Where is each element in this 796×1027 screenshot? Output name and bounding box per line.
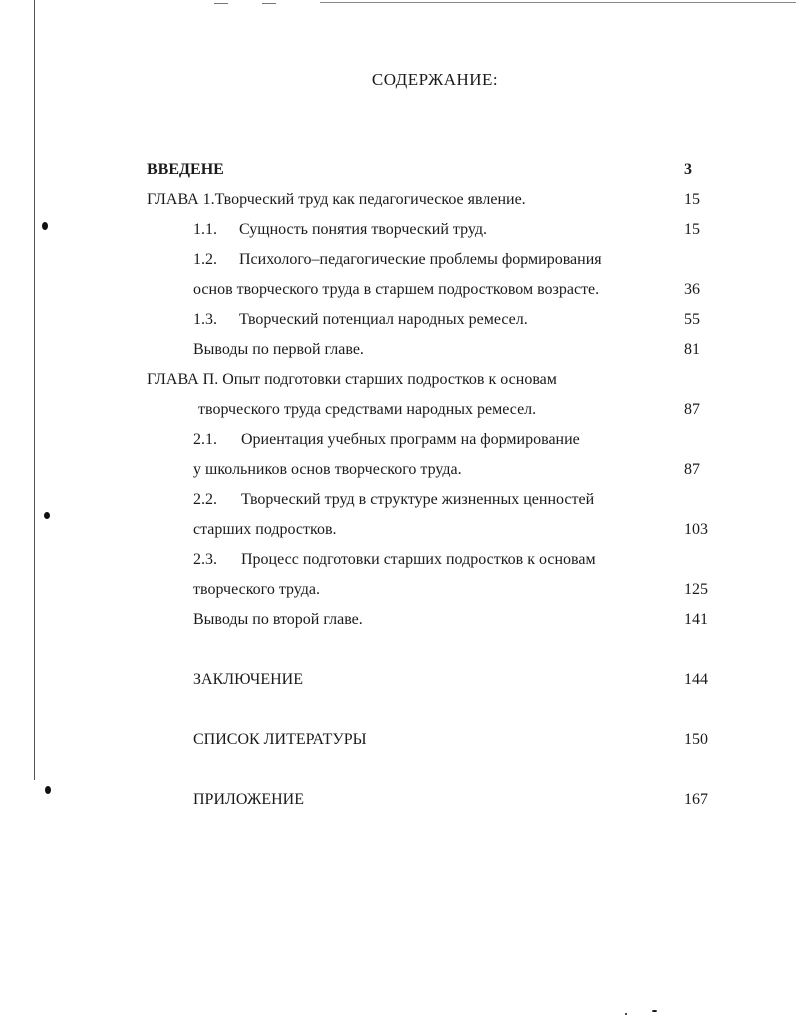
section-number: 2.1. (193, 431, 217, 448)
top-scan-dash (262, 3, 276, 4)
toc-entry-section-2-3 (193, 551, 596, 569)
section-number: 2.2. (193, 491, 217, 508)
toc-page-number: 36 (684, 281, 700, 298)
section-title: Творческий потенциал народных ремесел. (239, 311, 528, 328)
toc-page-number: 150 (684, 731, 708, 748)
scan-speck (652, 1010, 657, 1012)
toc-entry-section-1-3 (193, 311, 528, 329)
toc-page-number: 103 (684, 521, 708, 538)
toc-entry-introduction: ВВЕДЕНЕ (147, 161, 224, 178)
toc-page-number: 15 (684, 191, 700, 208)
section-title-continuation: основ творческого труда в старшем подростковом возрасте. (193, 281, 600, 298)
binder-hole-mark (44, 512, 50, 519)
section-number: 1.3. (193, 311, 217, 328)
toc-entry-section-1-2 (193, 251, 602, 269)
section-title: Психолого–педагогические проблемы формирования (239, 251, 602, 268)
section-title-continuation: у школьников основ творческого труда. (193, 461, 462, 478)
scan-speck (625, 1013, 627, 1015)
toc-page-number: 125 (684, 581, 708, 598)
toc-page-number: 144 (684, 671, 708, 688)
toc-page-number: 87 (684, 461, 700, 478)
toc-page-number: 81 (684, 341, 700, 358)
toc-entry-section-1-1 (193, 221, 487, 239)
page-title: СОДЕРЖАНИЕ: (371, 70, 499, 89)
section-title: Процесс подготовки старших подростков к основам (241, 551, 596, 568)
toc-page-number: 55 (684, 311, 700, 328)
top-scan-dash (214, 3, 228, 4)
section-title: Творческий труд в структуре жизненных ценностей (241, 491, 595, 508)
toc-page-number: 87 (684, 401, 700, 418)
toc-entry-appendix: ПРИЛОЖЕНИЕ (193, 791, 305, 808)
section-title-continuation: творческого труда. (193, 581, 321, 598)
toc-entry-chapter-1: ГЛАВА 1.Творческий труд как педагогическое явление. (147, 191, 526, 208)
toc-page-number: 167 (684, 791, 708, 808)
section-title-continuation: старших подростков. (193, 521, 337, 538)
toc-page-number: 141 (684, 611, 708, 628)
section-title: Сущность понятия творческий труд. (239, 221, 488, 238)
section-number: 1.1. (193, 221, 217, 238)
section-number: 1.2. (193, 251, 217, 268)
top-edge-rule (320, 2, 796, 3)
toc-entry-conclusions-1: Выводы по первой главе. (193, 341, 364, 358)
binder-hole-mark (45, 786, 51, 794)
section-title: Ориентация учебных программ на формирование (241, 431, 580, 448)
toc-entry-section-2-2 (193, 491, 594, 509)
toc-page-number: 3 (684, 161, 692, 178)
toc-entry-references: СПИСОК ЛИТЕРАТУРЫ (193, 731, 367, 748)
toc-page-number: 15 (684, 221, 700, 238)
toc-entry-chapter-2: ГЛАВА П. Опыт подготовки старших подростков к основам (147, 371, 557, 388)
toc-entry-section-2-1 (193, 431, 580, 449)
section-number: 2.3. (193, 551, 217, 568)
left-margin-rule (34, 0, 35, 780)
chapter-title-continuation: творческого труда средствами народных ремесел. (198, 401, 537, 418)
toc-entry-conclusion: ЗАКЛЮЧЕНИЕ (193, 671, 303, 688)
toc-entry-conclusions-2: Выводы по второй главе. (193, 611, 363, 628)
binder-hole-mark (42, 222, 48, 230)
